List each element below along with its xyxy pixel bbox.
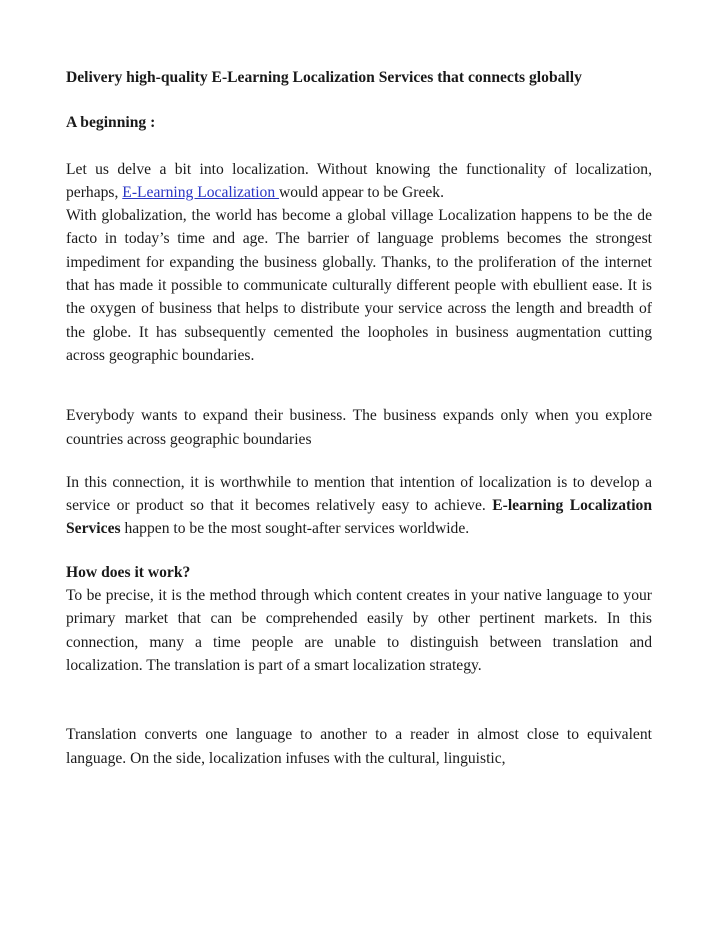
document-page <box>66 66 652 770</box>
bold-services-phrase: E-learning Localization Services <box>66 497 653 538</box>
paragraph-how: To be precise, it is the method through which content creates in your native language to your primary market that can be comprehended easily by other pertinent markets. In this connection, many a time people are unable to distinguish between translation and localization. The translation is part of a smart localization strategy. <box>66 587 652 674</box>
spacer <box>66 367 652 404</box>
paragraph-intro <box>66 158 652 205</box>
paragraph-connection-text: In this connection, it is worthwhile to mention that intention of localization is to develop a service or product so that it becomes relatively easy to achieve. <box>66 473 652 515</box>
paragraph-intro-text-end: would appear to be Greek. <box>279 183 444 201</box>
paragraph-translation: Translation converts one language to another to a reader in almost close to equivalent language. On the side, localization infuses with the cultural, linguistic, <box>66 726 652 767</box>
spacer <box>66 677 652 723</box>
paragraph-expand-business: Everybody wants to expand their business. The business expands only when you explore countries across geographic boundaries <box>66 407 652 448</box>
spacer <box>66 541 652 561</box>
section-heading-how: How does it work? <box>66 563 191 581</box>
section-heading-beginning: A beginning : <box>66 114 156 132</box>
spacer <box>66 135 652 158</box>
paragraph-connection-text-end: happen to be the most sought-after services worldwide. <box>120 520 470 538</box>
spacer <box>66 89 652 111</box>
spacer <box>66 451 652 471</box>
paragraph-intro-text: Let us delve a bit into localization. Without knowing the functionality of localization, perhaps, <box>66 160 652 201</box>
paragraph-globalization: With globalization, the world has become a global village Localization happens to be the de facto in today’s time and age. The barrier of language problems becomes the strongest impediment for expanding the business globally. Thanks, to the proliferation of the internet that has made it possible to communicate culturally different people with ebullient ease. It is the oxygen of business that helps to distribute your service across the length and breadth of the globe. It has subsequently cemented the loopholes in business augmentation cutting across geographic boundaries. <box>66 207 652 364</box>
document-title: Delivery high-quality E-Learning Localization Services that connects globally <box>66 69 582 86</box>
paragraph-connection <box>66 471 652 541</box>
e-learning-localization-link[interactable]: E-Learning Localization <box>122 183 280 201</box>
